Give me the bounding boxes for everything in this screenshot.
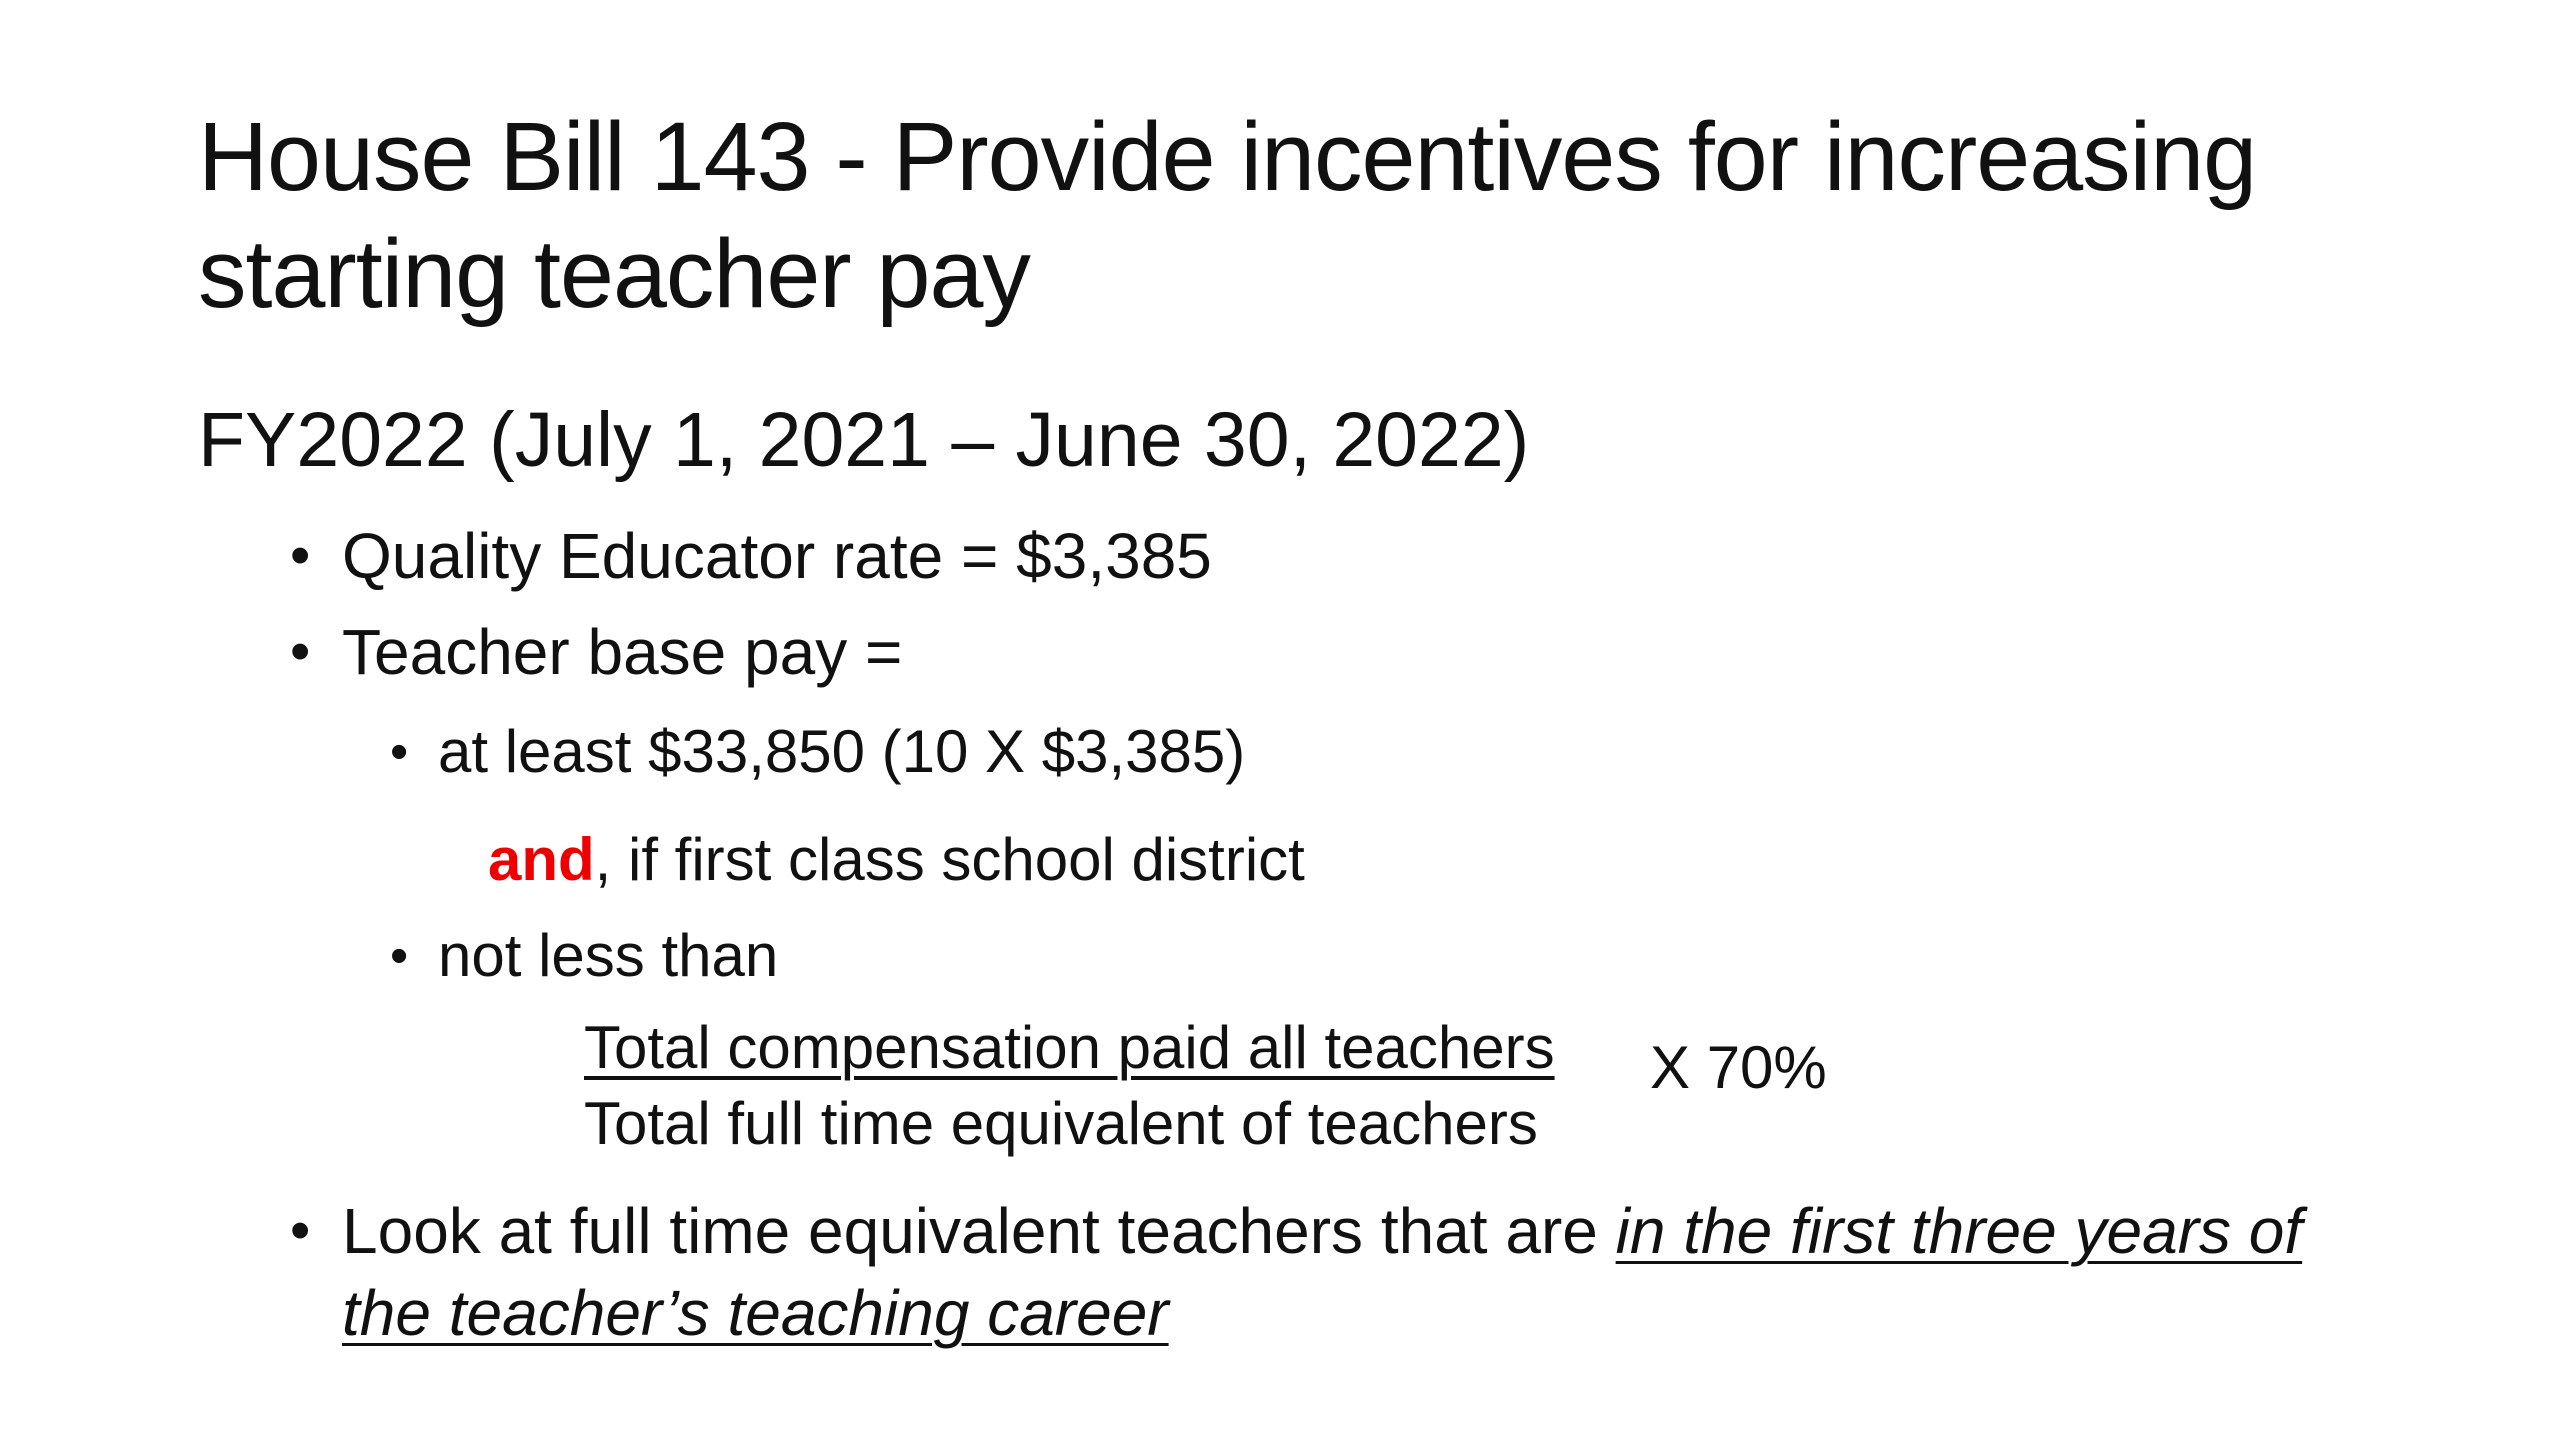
fiscal-year-heading: FY2022 (July 1, 2021 – June 30, 2022) [198,397,1530,483]
bullet-text: at least $33,850 (10 X $3,385) [438,718,1246,785]
bullet-text: Teacher base pay = [342,616,903,688]
bullet-text: not less than [438,922,779,989]
bullet-dot-icon: • [390,723,409,781]
and-condition-line [488,820,1305,900]
and-emphasis: and [488,826,595,893]
sub-bullet-at-least [390,712,1246,792]
bullet-quality-educator-rate [290,516,1212,596]
fraction-numerator: Total compensation paid all teachers [584,1014,1555,1081]
bullet-dot-icon: • [290,523,311,588]
title-description: - Provide incentives for increasing starting teacher pay [198,102,2257,328]
bullet-dot-icon: • [390,927,409,985]
sub-bullet-not-less-than [390,916,779,996]
bullet-look-at-fte [290,1190,2322,1354]
compensation-fraction [584,1010,1555,1162]
bullet-text: Look at full time equivalent teachers that are [342,1195,1616,1267]
bullet-dot-icon: • [290,619,311,684]
bullet-dot-icon: • [290,1198,311,1263]
fraction-multiplier: X 70% [1650,1034,1827,1101]
title-bill-number: House Bill 143 [198,102,810,211]
bullet-teacher-base-pay [290,612,903,692]
slide-title [198,98,2398,332]
fraction-denominator: Total full time equivalent of teachers [584,1090,1538,1157]
and-condition-text: , if first class school district [594,826,1305,893]
bullet-text: Quality Educator rate = $3,385 [342,520,1212,592]
bullet-emphasis-text: in the first three years of the teacher’s teaching career [342,1195,2303,1349]
